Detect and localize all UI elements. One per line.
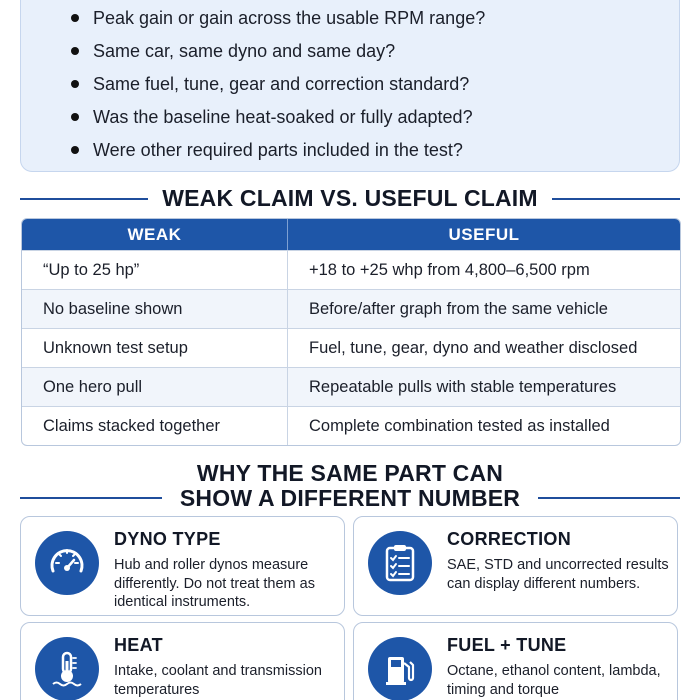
reasons-heading bbox=[20, 461, 680, 511]
column-header-weak: WEAK bbox=[22, 219, 288, 250]
reason-card-correction bbox=[353, 516, 678, 616]
useful-cell: Fuel, tune, gear, dyno and weather disclosed bbox=[309, 338, 638, 357]
claims-title: WEAK CLAIM VS. USEFUL CLAIM bbox=[162, 185, 538, 211]
heading-rule-left bbox=[20, 497, 162, 499]
weak-cell: “Up to 25 hp” bbox=[22, 251, 288, 289]
checklist-item: Same car, same dyno and same day? bbox=[71, 39, 485, 72]
card-body: SAE, STD and uncorrected results can display different numbers. bbox=[447, 557, 669, 592]
card-title: DYNO TYPE bbox=[114, 529, 221, 549]
checklist-item: Were other required parts included in the test? bbox=[71, 138, 485, 171]
checklist-item: Was the baseline heat-soaked or fully adapted? bbox=[71, 105, 485, 138]
reasons-title-line2: SHOW A DIFFERENT NUMBER bbox=[179, 485, 521, 511]
reason-card-dyno-type bbox=[20, 516, 345, 616]
card-title: HEAT bbox=[114, 635, 163, 655]
card-body: Hub and roller dynos measure differently. Do not treat them as identical instruments. bbox=[114, 557, 315, 610]
table-row bbox=[22, 367, 680, 406]
claims-table bbox=[21, 218, 681, 446]
column-header-useful: USEFUL bbox=[448, 224, 520, 244]
useful-cell: Repeatable pulls with stable temperatures bbox=[309, 377, 617, 396]
reasons-title bbox=[162, 461, 538, 511]
useful-cell: Complete combination tested as installed bbox=[309, 416, 610, 435]
card-title: FUEL + TUNE bbox=[447, 635, 567, 655]
weak-cell: One hero pull bbox=[22, 368, 288, 406]
table-row bbox=[22, 289, 680, 328]
thermometer-icon bbox=[35, 637, 99, 700]
useful-cell: Before/after graph from the same vehicle bbox=[309, 299, 608, 318]
table-header-row bbox=[22, 219, 680, 250]
table-row bbox=[22, 250, 680, 289]
card-title: CORRECTION bbox=[447, 529, 571, 549]
useful-cell: +18 to +25 whp from 4,800–6,500 rpm bbox=[309, 260, 590, 279]
weak-cell: Unknown test setup bbox=[22, 329, 288, 367]
heading-rule-right bbox=[538, 497, 680, 499]
clipboard-checklist-icon bbox=[368, 531, 432, 595]
checklist-item: Same fuel, tune, gear and correction standard? bbox=[71, 72, 485, 105]
gauge-icon bbox=[35, 531, 99, 595]
heading-rule-left bbox=[20, 198, 148, 200]
checklist bbox=[71, 6, 485, 171]
reason-card-fuel-tune bbox=[353, 622, 678, 700]
card-body: Intake, coolant and transmission temperatures bbox=[114, 663, 322, 698]
heading-rule-right bbox=[552, 198, 680, 200]
card-body: Octane, ethanol content, lambda, timing and torque bbox=[447, 663, 661, 698]
checklist-panel bbox=[20, 0, 680, 172]
table-row bbox=[22, 406, 680, 445]
checklist-item: Peak gain or gain across the usable RPM range? bbox=[71, 6, 485, 39]
weak-cell: Claims stacked together bbox=[22, 407, 288, 445]
reason-card-heat bbox=[20, 622, 345, 700]
claims-heading bbox=[20, 186, 680, 211]
reasons-title-line1: WHY THE SAME PART CAN bbox=[196, 460, 504, 486]
weak-cell: No baseline shown bbox=[22, 290, 288, 328]
table-row bbox=[22, 328, 680, 367]
fuel-pump-icon bbox=[368, 637, 432, 700]
